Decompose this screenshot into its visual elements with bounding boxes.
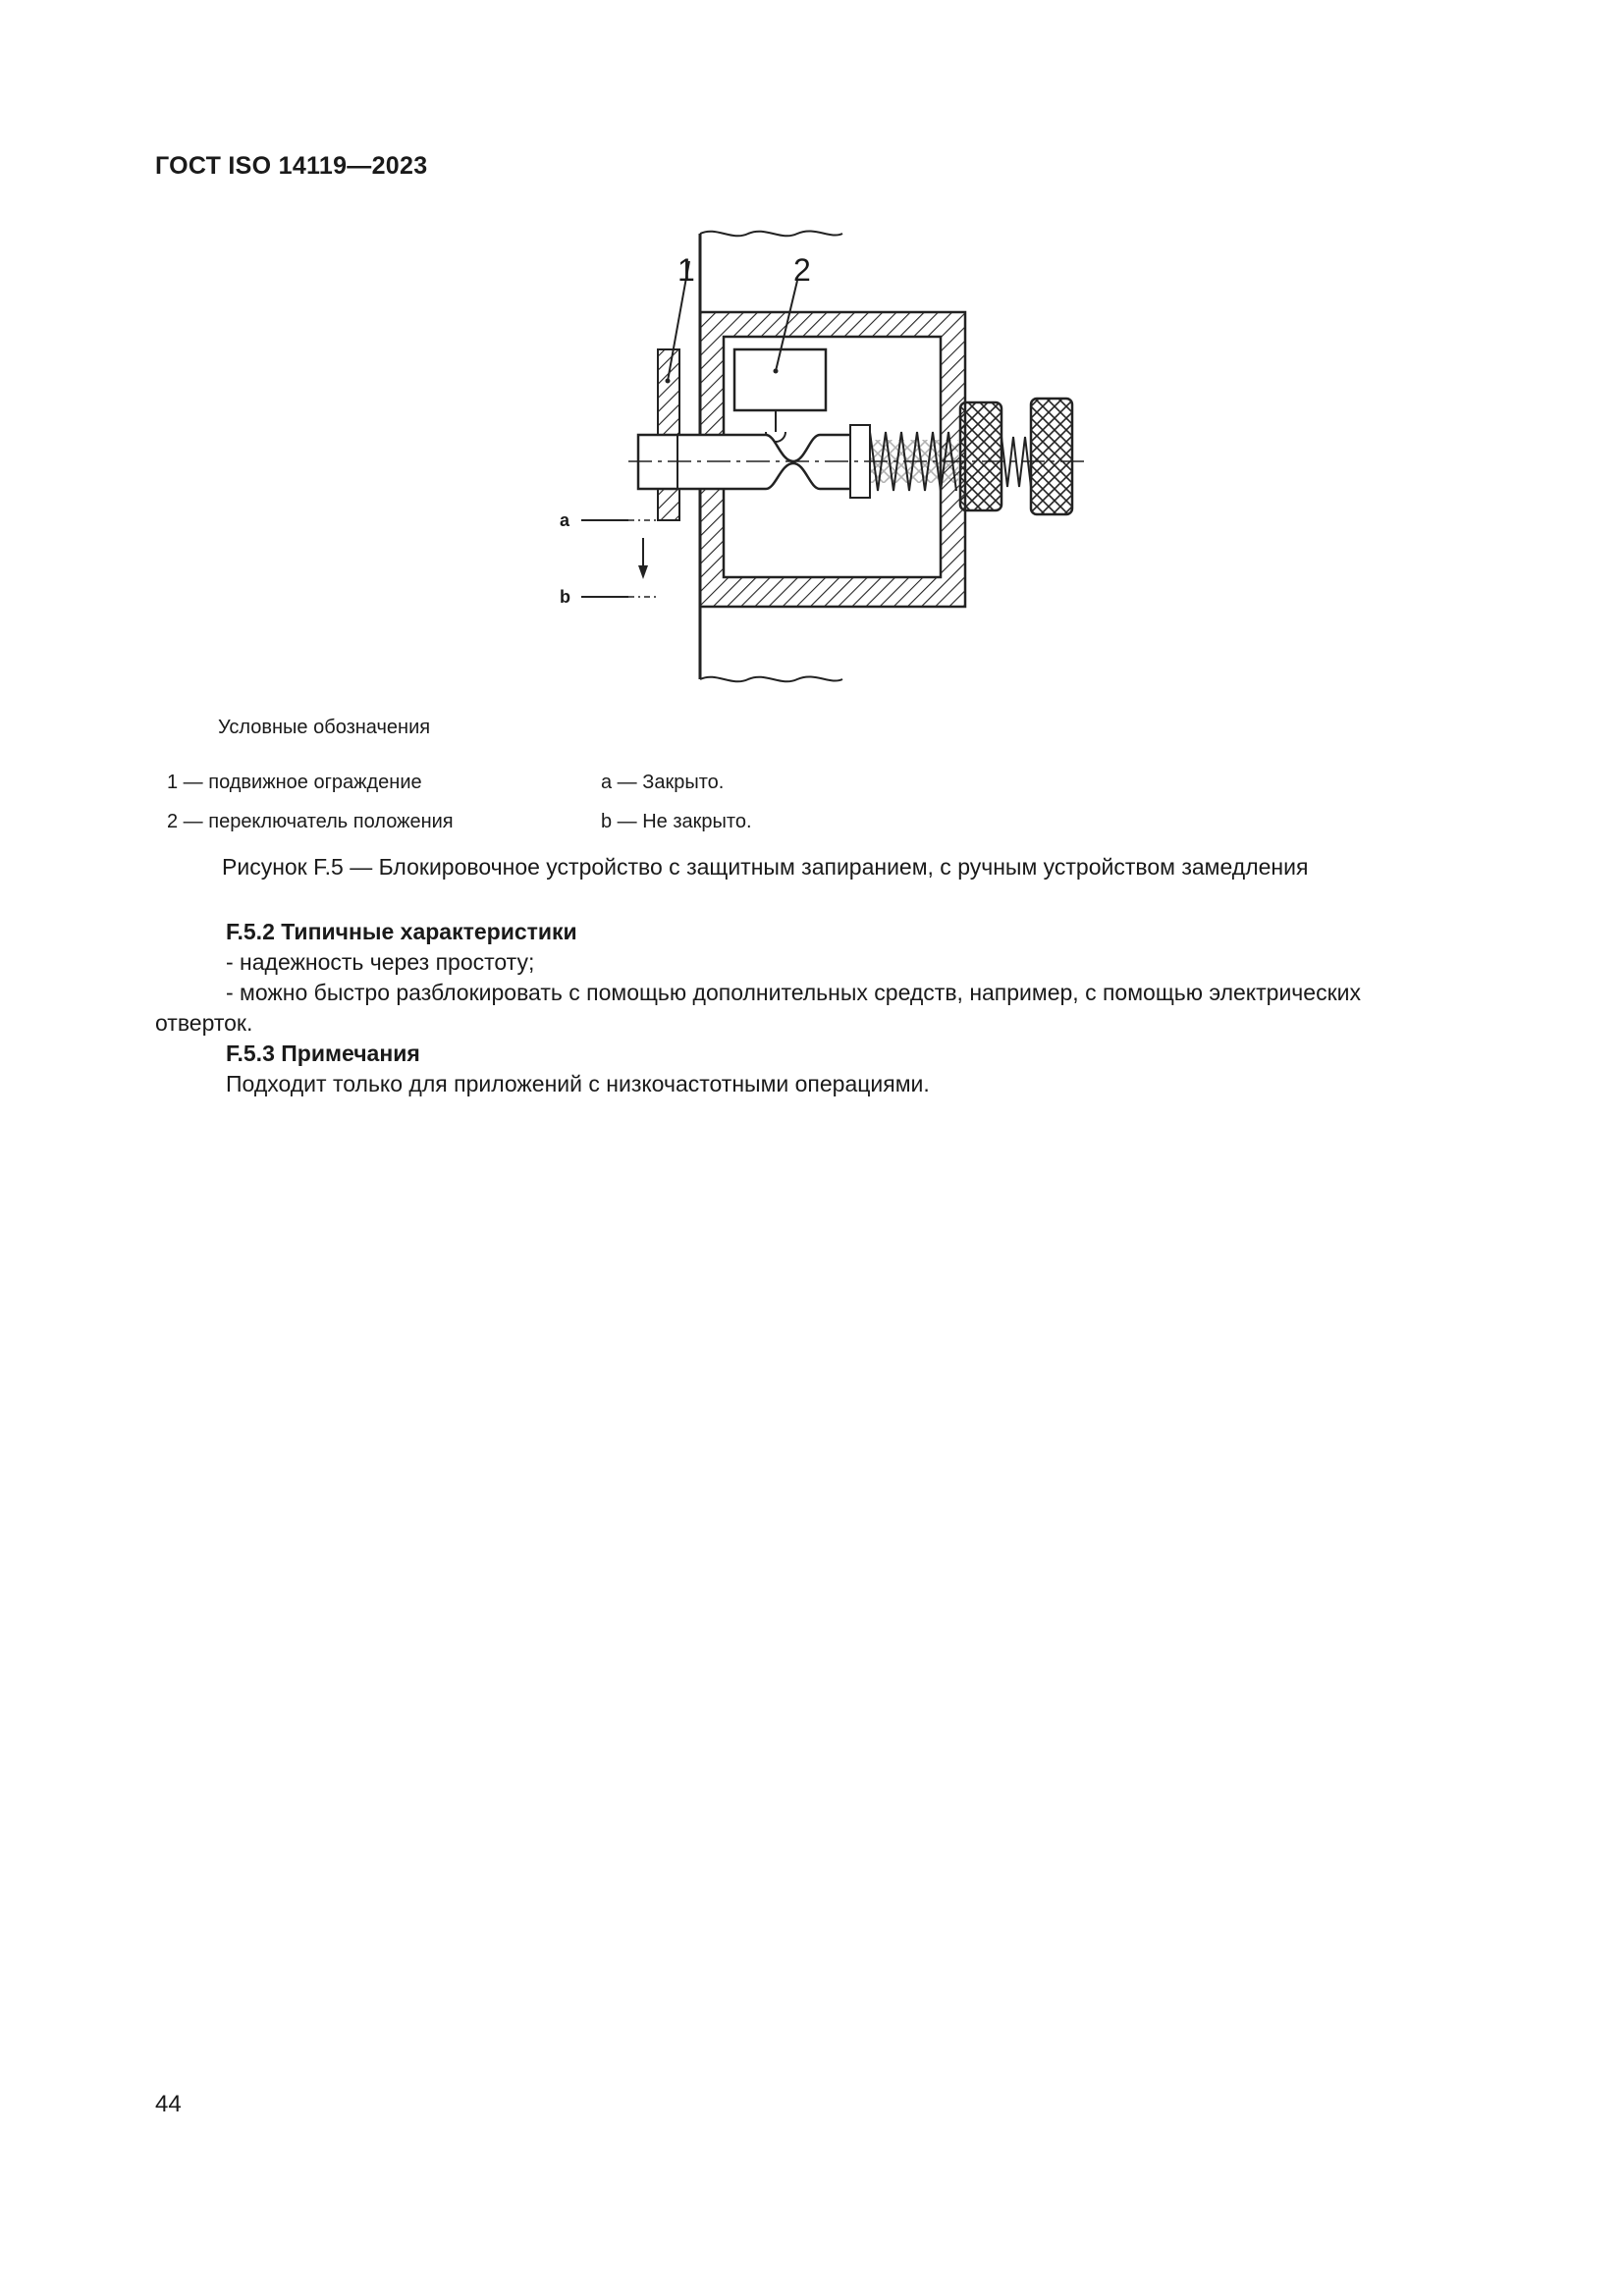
label-a: a: [560, 510, 570, 530]
legend-title: Условные обозначения: [218, 717, 431, 738]
callout-2: 2: [793, 252, 811, 288]
bullet-item-continuation: отверток.: [155, 1010, 253, 1036]
adjustment-knob: [1031, 399, 1072, 514]
frame-break-bottom: [700, 676, 842, 681]
interlock-figure: [0, 0, 1624, 707]
page-number: 44: [155, 2091, 182, 2117]
document-header: ГОСТ ISO 14119—2023: [155, 152, 428, 180]
bullet-item: - надежность через простоту;: [226, 949, 535, 975]
section-f52-heading: F.5.2 Типичные характеристики: [226, 919, 577, 944]
frame-break-top: [700, 231, 842, 236]
bullet-item: - можно быстро разблокировать с помощью дополнительных средств, например, с помощью электрических: [226, 980, 1361, 1005]
legend-item: 2 — переключатель положения: [167, 811, 454, 832]
legend-item: a — Закрыто.: [601, 772, 725, 793]
legend-item: 1 — подвижное ограждение: [167, 772, 422, 793]
label-b: b: [560, 587, 570, 607]
lock-nut: [960, 402, 1001, 510]
movable-guard-lower: [658, 486, 679, 520]
figure-caption: Рисунок F.5 — Блокировочное устройство с защитным запиранием, с ручным устройством замедления: [222, 854, 1309, 880]
position-switch-body: [734, 349, 826, 410]
movable-guard-upper: [658, 349, 679, 436]
legend-item: b — Не закрыто.: [601, 811, 752, 832]
section-f53-heading: F.5.3 Примечания: [226, 1041, 420, 1066]
callout-1: 1: [677, 252, 695, 288]
section-f53-text: Подходит только для приложений с низкочастотными операциями.: [226, 1071, 930, 1096]
